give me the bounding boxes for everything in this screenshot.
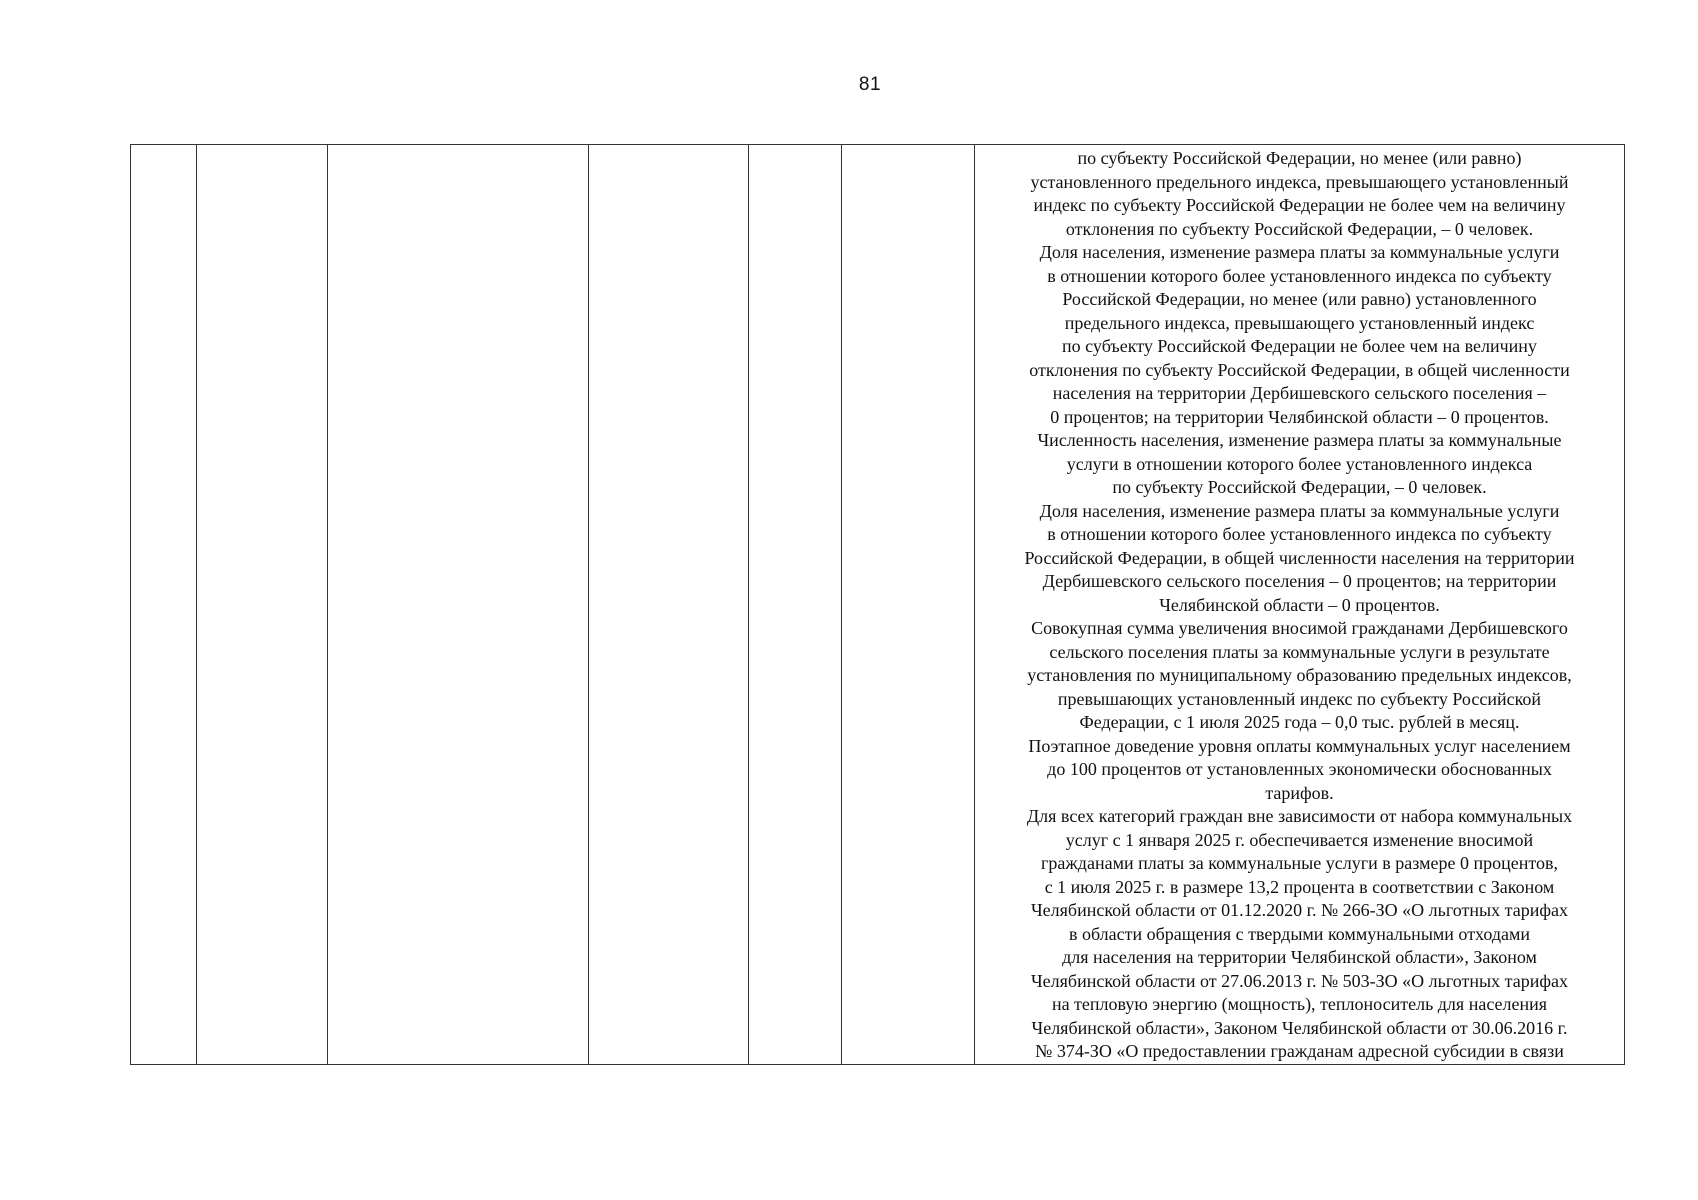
- text-line: Челябинской области от 01.12.2020 г. № 266-ЗО «О льготных тарифах: [1030, 900, 1568, 920]
- text-line: в области обращения с твердыми коммунальными отходами: [1068, 923, 1531, 944]
- text-line: отклонения по субъекту Российской Федерации, в общей численности: [1029, 359, 1570, 380]
- table-cell-empty-4: [589, 145, 749, 1065]
- text-line: на тепловую энергию (мощность), теплоноситель для населения: [1051, 994, 1548, 1014]
- text-line: с 1 июля 2025 г. в размере 13,2 процента в соответствии с Законом: [1044, 876, 1555, 897]
- table-row: [131, 145, 1625, 1065]
- table-cell-empty-3: [328, 145, 589, 1065]
- document-table: [130, 144, 1625, 1065]
- text-line: Дербишевского сельского поселения – 0 процентов; на территории: [1042, 571, 1557, 591]
- text-line: по субъекту Российской Федерации, – 0 человек.: [1112, 477, 1487, 497]
- table-cell-description: [975, 145, 1625, 1065]
- text-line: индекс по субъекту Российской Федерации не более чем на величину: [1033, 195, 1566, 215]
- text-line: Доля населения, изменение размера платы за коммунальные услуги: [1039, 242, 1560, 262]
- table-cell-empty-6: [842, 145, 975, 1065]
- table-cell-empty-5: [749, 145, 842, 1065]
- text-line: превышающих установленный индекс по субъекту Российской: [1057, 688, 1542, 709]
- text-line: установленного предельного индекса, превышающего установленный: [1030, 171, 1569, 192]
- text-line: услуг с 1 января 2025 г. обеспечивается изменение вносимой: [1065, 829, 1534, 850]
- text-line: Челябинской области», Законом Челябинской области от 30.06.2016 г.: [1031, 1017, 1568, 1038]
- text-line: Российской Федерации, в общей численности населения на территории: [1024, 547, 1575, 568]
- text-line: Федерации, с 1 июля 2025 года – 0,0 тыс. рублей в месяц.: [1079, 712, 1520, 732]
- page-number: 81: [858, 74, 882, 95]
- text-line: предельного индекса, превышающего установленный индекс: [1064, 312, 1535, 333]
- text-line: № 374-ЗО «О предоставлении гражданам адресной субсидии в связи: [1035, 1041, 1564, 1061]
- text-line: по субъекту Российской Федерации не более чем на величину: [1062, 336, 1537, 356]
- text-line: сельского поселения платы за коммунальные услуги в результате: [1049, 641, 1550, 662]
- text-line: Челябинской области от 27.06.2013 г. № 503-ЗО «О льготных тарифах: [1030, 970, 1568, 991]
- text-line: Челябинской области – 0 процентов.: [1159, 594, 1440, 615]
- table-cell-empty-2: [197, 145, 328, 1065]
- table-cell-empty-1: [131, 145, 197, 1065]
- text-line: Доля населения, изменение размера платы за коммунальные услуги: [1039, 500, 1560, 521]
- text-line: установления по муниципальному образованию предельных индексов,: [1027, 665, 1572, 685]
- text-line: тарифов.: [1265, 782, 1334, 803]
- text-line: Численность населения, изменение размера платы за коммунальные: [1037, 430, 1562, 450]
- text-line: 0 процентов; на территории Челябинской области – 0 процентов.: [1050, 406, 1549, 427]
- text-line: в отношении которого более установленного индекса по субъекту: [1047, 524, 1552, 544]
- text-line: в отношении которого более установленного индекса по субъекту: [1047, 265, 1552, 286]
- text-line: по субъекту Российской Федерации, но менее (или равно): [1077, 148, 1522, 168]
- text-line: Поэтапное доведение уровня оплаты коммунальных услуг населением: [1028, 735, 1571, 756]
- text-line: Совокупная сумма увеличения вносимой гражданами Дербишевского: [1031, 618, 1568, 638]
- text-line: Российской Федерации, но менее (или равно) установленного: [1062, 289, 1537, 309]
- description-text: [975, 145, 1624, 1064]
- text-line: Для всех категорий граждан вне зависимости от набора коммунальных: [1026, 806, 1573, 826]
- text-line: до 100 процентов от установленных экономически обоснованных: [1047, 759, 1552, 779]
- text-line: гражданами платы за коммунальные услуги в размере 0 процентов,: [1041, 853, 1558, 873]
- text-line: отклонения по субъекту Российской Федерации, – 0 человек.: [1065, 218, 1534, 239]
- text-line: населения на территории Дербишевского сельского поселения –: [1052, 383, 1547, 403]
- text-line: для населения на территории Челябинской области», Законом: [1062, 947, 1537, 967]
- text-line: услуги в отношении которого более установленного индекса: [1066, 453, 1533, 474]
